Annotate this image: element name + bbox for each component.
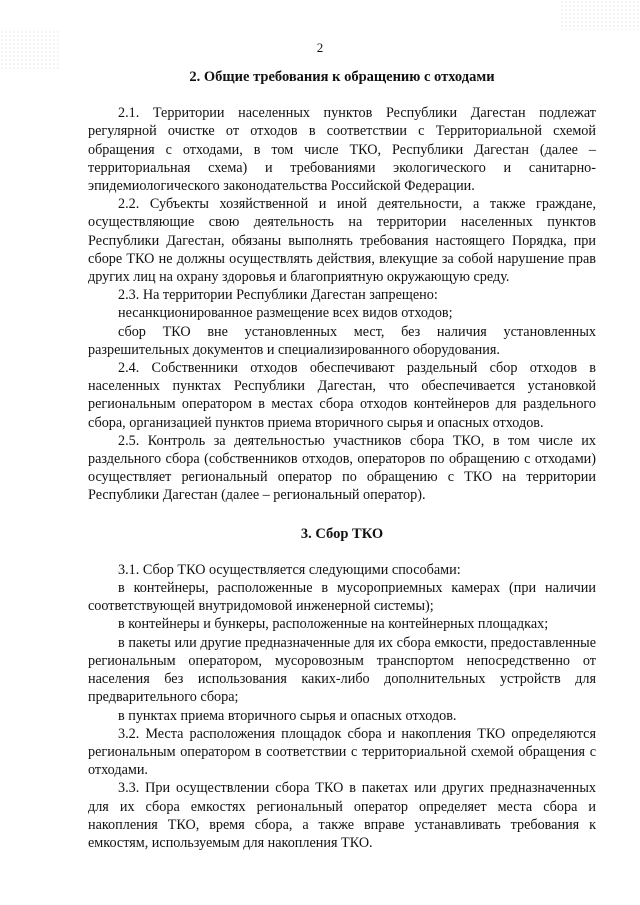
section-heading: 3. Сбор ТКО (300, 525, 384, 542)
paragraph: 2.2. Субъекты хозяйственной и иной деятельности, а также граждане, осуществляющие свою деятельность на территории населенных пунктов Республики Дагестан, обязаны выполнять требования настоящего Порядка, при сборе ТКО не должны осуществлять действия, влекущие за собой нарушение прав других лиц на охрану здоровья и благоприятную окружающую среду. (88, 196, 596, 286)
scan-noise (560, 0, 640, 30)
paragraph: 2.3. На территории Республики Дагестан запрещено: (118, 287, 438, 304)
paragraph: 2.4. Собственники отходов обеспечивают раздельный сбор отходов в населенных пунктах Республики Дагестан, что обеспечивается установкой региональным оператором в местах сбора отходов контейнеров для раздельного сбора, организацией пунктов приема вторичного сырья и опасных отходов. (88, 360, 596, 431)
section-heading: 2. Общие требования к обращению с отходами (189, 69, 495, 85)
paragraph: в пакеты или другие предназначенные для их сбора емкости, предоставленные региональным оператором, мусоровозным транспортом непосредственно от населения без использования каких-либо дополнительных устройств для предварительного сбора; (88, 634, 596, 706)
page-number: 2 (316, 40, 324, 55)
paragraph: 2.5. Контроль за деятельностью участников сбора ТКО, в том числе их раздельного сбора (собственников отходов, операторов по обращению с отходами) осуществляет региональный оператор по обращению с ТКО на территории Республики Дагестан (далее – региональный оператор). (88, 432, 596, 504)
paragraph: в контейнеры и бункеры, расположенные на контейнерных площадках; (118, 616, 549, 633)
paragraph: сбор ТКО вне установленных мест, без наличия установленных разрешительных документов и специализированного оборудования. (88, 323, 596, 358)
document-body (88, 68, 596, 852)
paragraph: несанкционированное размещение всех видов отходов; (118, 305, 453, 322)
paragraph: в пунктах приема вторичного сырья и опасных отходов. (118, 707, 457, 724)
paragraph: в контейнеры, расположенные в мусороприемных камерах (при наличии соответствующей внутридомовой инженерной системы); (88, 580, 596, 615)
paragraph: 2.1. Территории населенных пунктов Республики Дагестан подлежат регулярной очистке от отходов в соответствии с Территориальной схемой обращения с отходами, в том числе ТКО, Республики Дагестан (далее – территориальная схема) и требованиями экологического и санитарно-эпидемиологического законодательства Российской Федерации. (88, 105, 596, 195)
paragraph: 3.1. Сбор ТКО осуществляется следующими способами: (118, 561, 461, 578)
paragraph: 3.3. При осуществлении сбора ТКО в пакетах или других предназначенных для их сбора емкостях региональный оператор определяет места сбора и накопления ТКО, время сбора, а также вправе устанавливать требования к емкостям, используемым для накопления ТКО. (88, 780, 596, 851)
paragraph: 3.2. Места расположения площадок сбора и накопления ТКО определяются региональным оператором в соответствии с территориальной схемой обращения с отходами. (88, 725, 596, 779)
